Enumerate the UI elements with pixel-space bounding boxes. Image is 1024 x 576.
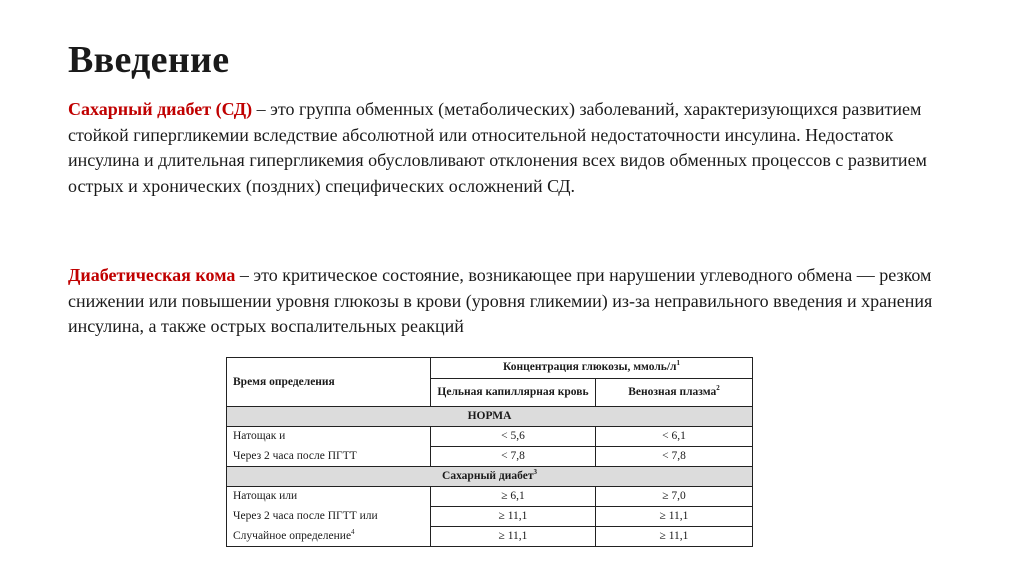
row-venous: ≥ 11,1	[596, 507, 753, 527]
row-capillary: ≥ 11,1	[431, 527, 596, 547]
table-row	[227, 427, 753, 447]
section-diabetes: Сахарный диабет$^3$	[227, 467, 753, 487]
term-diabetes: Сахарный диабет (СД)	[68, 99, 253, 119]
definition-diabetes: – это группа обменных (метаболических) заболеваний, характеризующихся развитием стойкой гипергликемии вследствие абсолютной или относительной недостаточности инсулина. Недостаток инсулина и длительная гипергликемия обусловливают отклонения всех видов обменных процессов с развитием острых и хронических (поздних) специфических осложнений СД.	[68, 99, 927, 196]
table-row	[227, 487, 753, 507]
row-capillary: ≥ 11,1	[431, 507, 596, 527]
table-row	[227, 507, 753, 527]
row-venous: < 7,8	[596, 447, 753, 467]
row-time: Через 2 часа после ПГТТ или	[227, 507, 431, 527]
row-time: Через 2 часа после ПГТТ	[227, 447, 431, 467]
paragraph-coma-definition	[68, 263, 968, 340]
header-capillary: Цельная капиллярная кровь	[431, 378, 596, 406]
glucose-table	[226, 357, 753, 547]
row-venous: < 6,1	[596, 427, 753, 447]
slide-title: Введение	[68, 39, 230, 81]
paragraph-diabetes-definition	[68, 97, 968, 199]
row-venous: ≥ 7,0	[596, 487, 753, 507]
header-time: Время определения	[227, 358, 431, 407]
row-time: Случайное определение$^4$	[227, 527, 431, 547]
row-time: Натощак и	[227, 427, 431, 447]
header-concentration: Концентрация глюкозы, ммоль/$л^1$	[431, 358, 753, 379]
row-capillary: < 5,6	[431, 427, 596, 447]
term-diabetic-coma: Диабетическая кома	[68, 265, 236, 285]
header-venous: Венозная плазма$^2$	[596, 378, 753, 406]
table-row	[227, 527, 753, 547]
section-norm: НОРМА	[227, 407, 753, 427]
definition-diabetic-coma: – это критическое состояние, возникающее при нарушении углеводного обмена — резком снижении или повышении уровня глюкозы в крови (уровня гликемии) из-за неправильного введения и хранения инсулина, а также острых воспалительных реакций	[68, 265, 933, 336]
table-row	[227, 447, 753, 467]
row-time: Натощак или	[227, 487, 431, 507]
row-venous: ≥ 11,1	[596, 527, 753, 547]
row-capillary: ≥ 6,1	[431, 487, 596, 507]
row-capillary: < 7,8	[431, 447, 596, 467]
